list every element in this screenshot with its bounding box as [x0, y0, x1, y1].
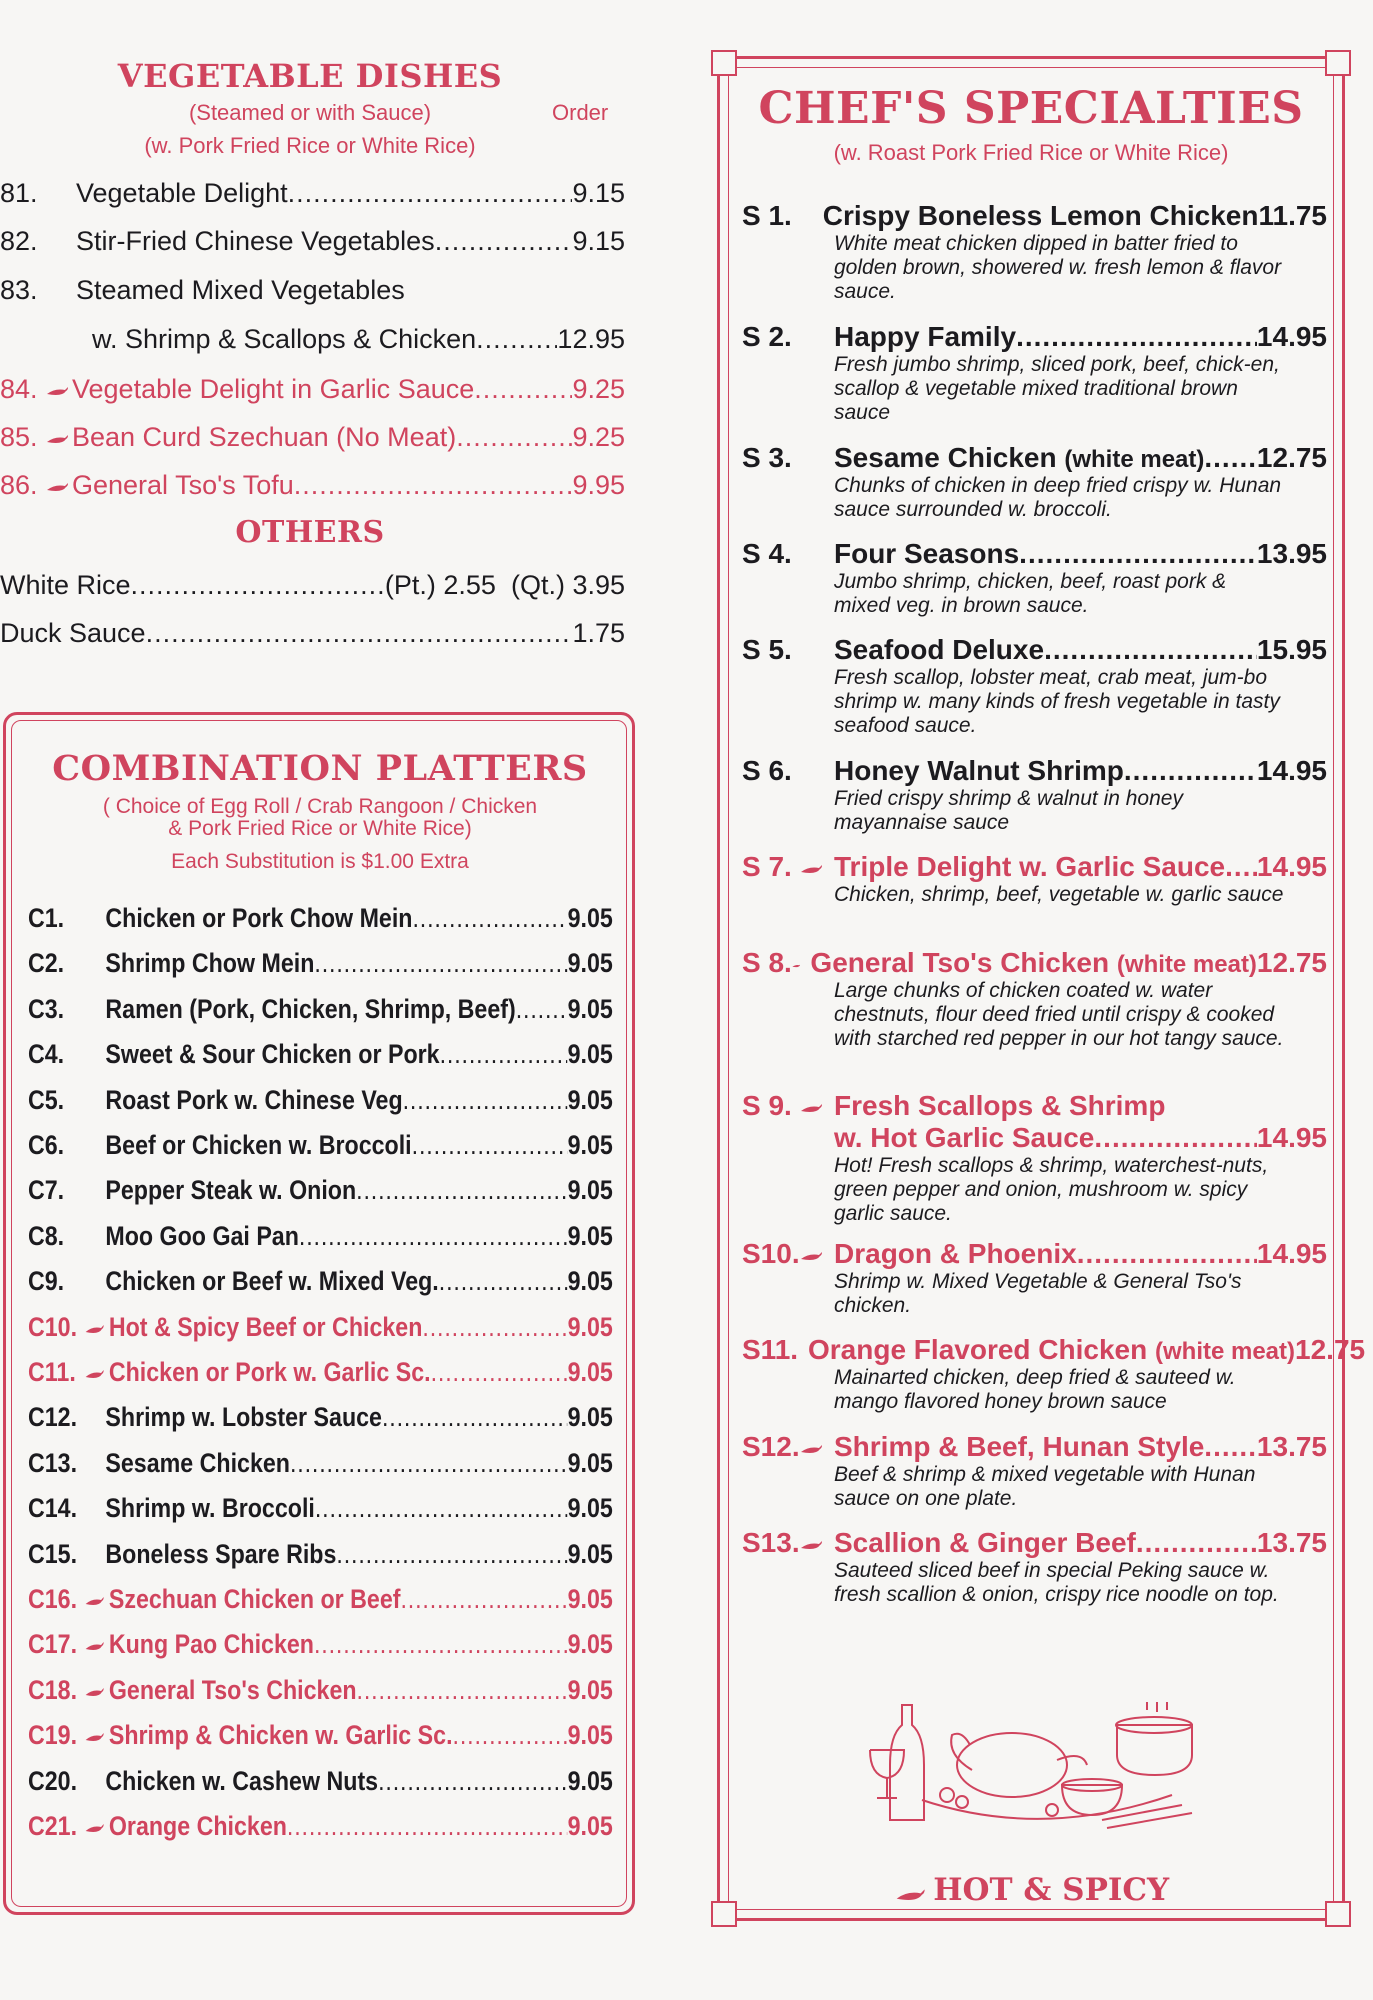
item-code: S11.: [742, 1334, 799, 1365]
item-price: 9.05: [567, 1765, 613, 1796]
vegetable-section-title: VEGETABLE DISHES: [117, 57, 503, 95]
item-description: Shrimp w. Mixed Vegetable & General Tso's chicken.: [834, 1270, 1242, 1317]
item-price: 14.95: [1256, 321, 1327, 352]
item-price: 9.05: [567, 1811, 613, 1841]
item-name: White Rice: [0, 570, 131, 600]
item-name: Duck Sauce: [0, 618, 146, 648]
item-number: 83.: [0, 275, 38, 305]
item-name: Chicken or Pork w. Garlic Sc.: [108, 1357, 431, 1387]
item-code: S 9.: [742, 1090, 792, 1121]
item-code: C18.: [28, 1674, 78, 1705]
item-name: Kung Pao Chicken: [108, 1629, 314, 1660]
item-code: C13.: [28, 1447, 78, 1478]
item-description: Hot! Fresh scallops & shrimp, waterchest-nuts, green pepper and onion, mushroom w. spicy garlic sauce.: [834, 1154, 1269, 1225]
item-price: 9.05: [567, 948, 613, 979]
item-code: C16.: [28, 1584, 78, 1614]
menu-item: [28, 1039, 613, 1070]
item-name: Vegetable Delight in Garlic Sauce: [72, 374, 475, 404]
item-code: C20.: [28, 1765, 78, 1796]
menu-item: [28, 1221, 613, 1252]
item-price: 1.75: [572, 618, 625, 648]
chili-pepper-icon: [83, 1732, 105, 1744]
menu-item: [28, 903, 613, 934]
item-number: 82.: [0, 226, 38, 256]
item-description: White meat chicken dipped in batter fried to golden brown, showered w. fresh lemon & flavor sauce.: [834, 232, 1282, 303]
menu-item: [28, 1312, 613, 1343]
menu-item: [0, 374, 625, 405]
item-code: S 6.: [742, 755, 792, 786]
item-price: 9.05: [567, 1584, 613, 1614]
chili-pepper-icon: [83, 1823, 105, 1835]
item-price: 9.15: [572, 226, 625, 256]
chili-pepper-icon: [46, 386, 68, 398]
item-price: 9.05: [567, 1402, 613, 1433]
combination-subtitle-1: ( Choice of Egg Roll / Crab Rangoon / Chicken: [102, 795, 538, 818]
menu-item: [28, 1448, 613, 1479]
item-code: C15.: [28, 1538, 78, 1569]
item-name: Sweet & Sour Chicken or Pork: [105, 1039, 440, 1070]
specialty-item: [742, 1090, 1327, 1226]
item-code: S 3.: [742, 442, 792, 473]
item-price: 9.05: [567, 1629, 613, 1660]
item-name: Chicken or Pork Chow Mein: [105, 903, 413, 933]
item-code: S 2.: [742, 321, 792, 352]
item-price: 9.25: [572, 422, 625, 452]
item-price: 9.05: [567, 1674, 613, 1705]
item-price: 13.95: [1256, 538, 1327, 569]
menu-item: [28, 1175, 613, 1206]
chef-section-title: CHEF'S SPECIALTIES: [758, 83, 1304, 134]
item-name: Crispy Boneless Lemon Chicken: [822, 200, 1259, 231]
item-code: S 5.: [742, 634, 792, 665]
menu-item: [0, 618, 625, 649]
item-code: C7.: [28, 1175, 65, 1206]
chili-pepper-icon: [798, 1540, 824, 1552]
combination-section-title: COMBINATION PLATTERS: [52, 748, 588, 789]
specialty-item: [742, 442, 1327, 522]
item-code: C10.: [28, 1311, 78, 1342]
item-code: C21.: [28, 1811, 78, 1841]
item-code: S12.: [742, 1431, 800, 1462]
item-description: Chicken, shrimp, beef, vegetable w. garlic sauce: [834, 883, 1284, 906]
item-price: 15.95: [1256, 634, 1327, 665]
item-name: Shrimp & Chicken w. Garlic Sc.: [108, 1720, 453, 1751]
item-price: 9.15: [572, 178, 625, 208]
specialty-item: [742, 1238, 1327, 1318]
chili-pepper-icon: [83, 1641, 105, 1653]
item-price: 9.05: [567, 1084, 613, 1115]
menu-item: [28, 1584, 613, 1615]
item-name: Hot & Spicy Beef or Chicken: [108, 1311, 423, 1342]
item-price: 12.95: [557, 324, 625, 354]
item-name: Bean Curd Szechuan (No Meat): [72, 422, 457, 452]
item-name: Fresh Scallops & Shrimp: [834, 1090, 1166, 1121]
combination-subtitle-2: & Pork Fried Rice or White Rice): [168, 817, 472, 840]
order-label: Order: [552, 100, 609, 125]
item-price: 9.05: [567, 1357, 613, 1387]
item-code: S13.: [742, 1527, 800, 1558]
item-description: Mainarted chicken, deep fried & sauteed w. mango flavored honey brown sauce: [834, 1366, 1236, 1413]
menu-item: [28, 1539, 613, 1570]
item-description: Jumbo shrimp, chicken, beef, roast pork & mixed veg. in brown sauce.: [834, 570, 1227, 617]
item-price: 14.95: [1256, 755, 1327, 786]
item-name: Shrimp & Beef, Hunan Style: [834, 1431, 1205, 1462]
item-price: 14.95: [1256, 1238, 1327, 1269]
menu-item: [0, 275, 625, 306]
item-name: Happy Family: [834, 321, 1017, 352]
item-code: C19.: [28, 1720, 78, 1751]
specialty-item: [742, 200, 1327, 304]
item-code: S10.: [742, 1238, 800, 1269]
spicy-legend-label: HOT & SPICY: [933, 1872, 1170, 1908]
chili-pepper-icon: [798, 1251, 824, 1263]
chili-pepper-icon: [798, 1444, 824, 1456]
item-code: C12.: [28, 1402, 78, 1433]
item-name: Pepper Steak w. Onion: [105, 1175, 357, 1206]
others-section-title: OTHERS: [235, 515, 385, 550]
item-price: 12.75: [1256, 947, 1327, 978]
item-name: General Tso's Chicken: [810, 947, 1110, 978]
item-name: Shrimp w. Lobster Sauce: [105, 1402, 382, 1433]
box-corner-ornament: [711, 50, 737, 76]
chili-pepper-icon: [798, 1103, 824, 1115]
item-name-line2: w. Shrimp & Scallops & Chicken: [92, 324, 477, 354]
chili-pepper-icon: [83, 1687, 105, 1699]
item-price: 9.05: [567, 1720, 613, 1751]
chili-pepper-icon: [83, 1369, 105, 1381]
item-price: 12.75: [1256, 442, 1327, 473]
item-note: (white meat): [1064, 446, 1205, 473]
item-number: 86.: [0, 470, 38, 500]
chili-pepper-icon: [792, 960, 801, 972]
item-description: Sauteed sliced beef in special Peking sauce w. fresh scallion & onion, crispy rice noodle on top.: [834, 1559, 1279, 1606]
item-code: C5.: [28, 1084, 65, 1115]
item-number: 84.: [0, 374, 38, 404]
item-price: 13.75: [1256, 1527, 1327, 1558]
item-code: S 4.: [742, 538, 792, 569]
item-name: Honey Walnut Shrimp: [834, 755, 1124, 786]
item-name: Beef or Chicken w. Broccoli: [105, 1130, 412, 1160]
item-price: 12.75: [1295, 1334, 1366, 1365]
item-code: C11.: [28, 1357, 76, 1387]
item-price: 9.05: [567, 1130, 613, 1160]
item-code: C6.: [28, 1130, 65, 1160]
item-note: (white meat): [1116, 951, 1257, 978]
box-corner-ornament: [1325, 50, 1351, 76]
item-code: S 7.: [742, 851, 792, 882]
menu-item: [28, 1402, 613, 1433]
menu-item: [28, 1357, 613, 1388]
item-name: Sesame Chicken: [105, 1447, 290, 1478]
item-price: 9.05: [567, 1311, 613, 1342]
item-price: 9.05: [567, 1538, 613, 1569]
spicy-legend: [717, 1872, 1345, 1908]
specialty-item: [742, 321, 1327, 425]
item-price: 11.75: [1258, 200, 1327, 231]
menu-item: [28, 1766, 613, 1797]
item-name: Ramen (Pork, Chicken, Shrimp, Beef): [105, 993, 516, 1024]
item-price: 14.95: [1256, 1122, 1327, 1153]
menu-item: [28, 1811, 613, 1842]
item-name: Chicken or Beef w. Mixed Veg.: [105, 1266, 439, 1297]
item-name: Steamed Mixed Vegetables: [76, 275, 405, 305]
chili-pepper-icon: [83, 1324, 105, 1336]
item-name: General Tso's Tofu: [72, 470, 294, 500]
item-description: Chunks of chicken in deep fried crispy w. Hunan sauce surrounded w. broccoli.: [834, 474, 1282, 521]
menu-item: [28, 1629, 613, 1660]
specialty-item: [742, 538, 1327, 618]
vegetable-subtitle-2: (w. Pork Fried Rice or White Rice): [144, 133, 476, 158]
item-price: (Pt.) 2.55 (Qt.) 3.95: [384, 570, 625, 600]
menu-item: [0, 470, 625, 501]
menu-item: [28, 1130, 613, 1161]
item-name: Boneless Spare Ribs: [105, 1538, 337, 1569]
item-description: Fresh jumbo shrimp, sliced pork, beef, chick-en, scallop & vegetable mixed traditional brown sauce: [834, 353, 1280, 424]
item-code: C4.: [28, 1039, 65, 1070]
vegetable-subtitle-1: (Steamed or with Sauce): [188, 100, 432, 125]
item-price: 9.05: [567, 1175, 613, 1206]
item-price: 9.05: [567, 993, 613, 1024]
item-price: 13.75: [1256, 1431, 1327, 1462]
food-illustration: [862, 1700, 1212, 1840]
menu-item: [28, 1720, 613, 1751]
specialty-item: [742, 1431, 1327, 1511]
item-code: C2.: [28, 948, 65, 979]
chili-pepper-icon: [798, 864, 824, 876]
item-name: Vegetable Delight: [76, 178, 288, 208]
item-code: S 1.: [742, 200, 792, 231]
item-code: C1.: [28, 903, 65, 933]
item-description: Fresh scallop, lobster meat, crab meat, jum-bo shrimp w. many kinds of fresh vegetable in tasty seafood sauce.: [834, 666, 1280, 737]
chili-pepper-icon: [895, 1888, 925, 1904]
item-price: 9.25: [572, 374, 625, 404]
item-name: Orange Chicken: [108, 1811, 287, 1841]
specialty-item: [742, 1334, 1366, 1414]
item-name: Roast Pork w. Chinese Veg: [105, 1084, 403, 1115]
item-price: 9.05: [567, 1266, 613, 1297]
item-price: 9.05: [567, 1039, 613, 1070]
specialty-item: [742, 1527, 1327, 1607]
specialty-item: [742, 947, 1327, 1051]
item-note: (white meat): [1155, 1338, 1296, 1365]
menu-item: [0, 570, 625, 601]
chili-pepper-icon: [46, 434, 68, 446]
combination-subtitle-3: Each Substitution is $1.00 Extra: [171, 850, 469, 873]
menu-item: [28, 1675, 613, 1706]
menu-item: [0, 178, 625, 209]
item-name-line2: w. Hot Garlic Sauce: [834, 1122, 1095, 1153]
item-price: 14.95: [1256, 851, 1327, 882]
menu-item: [28, 1085, 613, 1116]
item-name: Orange Flavored Chicken: [808, 1334, 1148, 1365]
menu-item: [28, 994, 613, 1025]
chili-pepper-icon: [46, 482, 68, 494]
menu-item: [28, 1266, 613, 1297]
chili-pepper-icon: [83, 1596, 105, 1608]
item-name: Seafood Deluxe: [834, 634, 1045, 665]
item-code: C3.: [28, 993, 65, 1024]
item-code: S 8.: [742, 947, 792, 978]
item-code: C14.: [28, 1493, 78, 1524]
item-code: C17.: [28, 1629, 78, 1660]
item-code: C9.: [28, 1266, 65, 1297]
chef-subtitle: (w. Roast Pork Fried Rice or White Rice): [833, 140, 1229, 165]
item-name: Four Seasons: [834, 538, 1020, 569]
item-description: Large chunks of chicken coated w. water chestnuts, flour deed fried until crispy & cooked with starched red pepper in our hot tangy sauce.: [834, 979, 1284, 1050]
specialty-item: [742, 634, 1327, 738]
item-name: Stir-Fried Chinese Vegetables: [76, 226, 435, 256]
item-name: Sesame Chicken: [834, 442, 1057, 473]
menu-item: [0, 422, 625, 453]
item-price: 9.05: [567, 1447, 613, 1478]
item-number: 81.: [0, 178, 38, 208]
item-name: Scallion & Ginger Beef: [834, 1527, 1136, 1558]
menu-item: [0, 226, 625, 257]
menu-item: [28, 948, 613, 979]
specialty-item: [742, 755, 1327, 835]
item-name: Dragon & Phoenix: [834, 1238, 1077, 1269]
item-name: General Tso's Chicken: [108, 1674, 357, 1705]
item-name: Shrimp w. Broccoli: [105, 1493, 315, 1524]
item-price: 9.05: [567, 903, 613, 933]
specialty-item: [742, 851, 1327, 907]
item-code: C8.: [28, 1220, 65, 1251]
item-name: Triple Delight w. Garlic Sauce: [834, 851, 1226, 882]
menu-item-continued: [92, 324, 625, 355]
item-description: Beef & shrimp & mixed vegetable with Hunan sauce on one plate.: [834, 1463, 1256, 1510]
menu-item: [28, 1493, 613, 1524]
item-price: 9.05: [567, 1220, 613, 1251]
item-price: 9.05: [567, 1493, 613, 1524]
item-name: Shrimp Chow Mein: [105, 948, 315, 979]
item-name: Szechuan Chicken or Beef: [108, 1584, 401, 1614]
item-description: Fried crispy shrimp & walnut in honey mayannaise sauce: [834, 787, 1183, 834]
item-name: Moo Goo Gai Pan: [105, 1220, 299, 1251]
item-name: Chicken w. Cashew Nuts: [105, 1765, 379, 1796]
item-number: 85.: [0, 422, 38, 452]
item-price: 9.95: [572, 470, 625, 500]
